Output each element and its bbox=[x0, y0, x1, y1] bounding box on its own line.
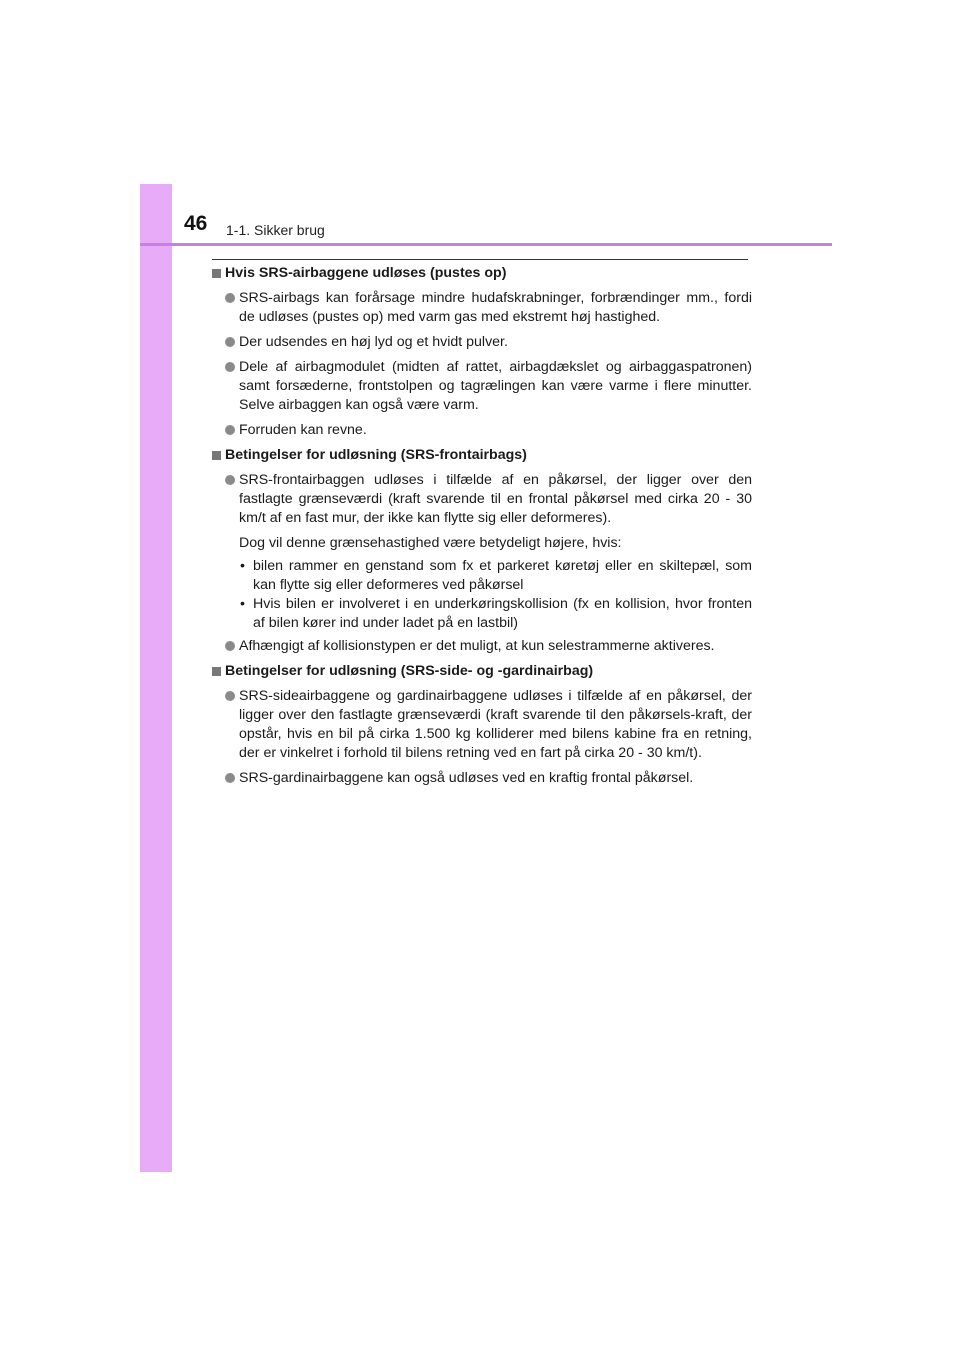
page-number: 46 bbox=[184, 212, 208, 235]
bullet-text: Dele af airbagmodulet (midten af rattet, airbagdækslet og airbaggaspatronen) samt forsæderne, frontstolpen og tagrælingen kan være varme i flere minutter. Selve airbaggen kan også være varm. bbox=[239, 359, 752, 413]
round-bullet-icon bbox=[225, 337, 235, 347]
bullet-text: SRS-gardinairbaggene kan også udløses ved en kraftig frontal påkørsel. bbox=[239, 770, 694, 786]
heading-text: Betingelser for udløsning (SRS-side- og -gardinairbag) bbox=[225, 663, 594, 679]
side-color-band bbox=[140, 184, 172, 1172]
bullet-item bbox=[212, 289, 752, 327]
header-color-strip bbox=[140, 184, 172, 244]
heading-text: Betingelser for udløsning (SRS-frontairbags) bbox=[225, 447, 527, 463]
bullet-item bbox=[212, 333, 752, 352]
section-title: 1-1. Sikker brug bbox=[226, 222, 325, 238]
bullet-item bbox=[212, 358, 752, 415]
bullet-item bbox=[212, 471, 752, 528]
sub-item-text: Hvis bilen er involveret i en underkøringskollision (fx en kollision, hvor fronten af bilen kører ind under ladet på en lastbil) bbox=[253, 596, 752, 631]
bullet-item bbox=[212, 769, 752, 788]
small-bullet-icon: • bbox=[240, 596, 245, 612]
round-bullet-icon bbox=[225, 425, 235, 435]
bullet-item bbox=[212, 637, 752, 656]
sub-item-text: bilen rammer en genstand som fx et parkeret køretøj eller en skiltepæl, som kan flytte sig eller deformeres ved påkørsel bbox=[253, 558, 752, 593]
bullet-item bbox=[212, 421, 752, 440]
square-bullet-icon bbox=[212, 451, 221, 460]
heading-text: Hvis SRS-airbaggene udløses (pustes op) bbox=[225, 265, 507, 281]
bullet-text: Afhængigt af kollisionstypen er det muligt, at kun selestrammerne aktiveres. bbox=[239, 638, 715, 654]
section-heading bbox=[212, 662, 752, 681]
round-bullet-icon bbox=[225, 641, 235, 651]
header-rule bbox=[140, 243, 832, 246]
small-bullet-icon: • bbox=[240, 558, 245, 574]
round-bullet-icon bbox=[225, 362, 235, 372]
section-heading bbox=[212, 446, 752, 465]
sub-list-item bbox=[239, 557, 752, 595]
bullet-text: SRS-frontairbaggen udløses i tilfælde af en påkørsel, der ligger over den fastlagte grænseværdi (kraft svarende til en frontal påkørsel med cirka 20 - 30 km/t af en fast mur, der ikke kan flytte sig eller deformeres). bbox=[239, 472, 752, 526]
square-bullet-icon bbox=[212, 667, 221, 676]
round-bullet-icon bbox=[225, 475, 235, 485]
bullet-text: SRS-airbags kan forårsage mindre hudafskrabninger, forbrændinger mm., fordi de udløses (pustes op) med varm gas med ekstremt høj hastighed. bbox=[239, 290, 752, 325]
sub-list bbox=[212, 557, 752, 633]
bullet-text: Forruden kan revne. bbox=[239, 422, 367, 438]
content-rule bbox=[212, 259, 748, 260]
round-bullet-icon bbox=[225, 691, 235, 701]
section-heading bbox=[212, 264, 752, 283]
page-content bbox=[212, 264, 752, 794]
note-text: Dog vil denne grænsehastighed være betydeligt højere, hvis: bbox=[239, 535, 622, 551]
bullet-text: Der udsendes en høj lyd og et hvidt pulver. bbox=[239, 334, 508, 350]
bullet-item bbox=[212, 687, 752, 763]
round-bullet-icon bbox=[225, 293, 235, 303]
square-bullet-icon bbox=[212, 269, 221, 278]
round-bullet-icon bbox=[225, 773, 235, 783]
bullet-text: SRS-sideairbaggene og gardinairbaggene udløses i tilfælde af en påkørsel, der ligger over den fastlagte grænseværdi (kraft svarende til den påkørsels-kraft, der opstår, hvis en bil på cirka 1.500 kg kolliderer med bilens kabine fra en retning, der er vinkelret i forhold til bilens retning ved en fart på cirka 20 - 30 km/t). bbox=[239, 688, 752, 761]
sub-list-item bbox=[239, 595, 752, 633]
